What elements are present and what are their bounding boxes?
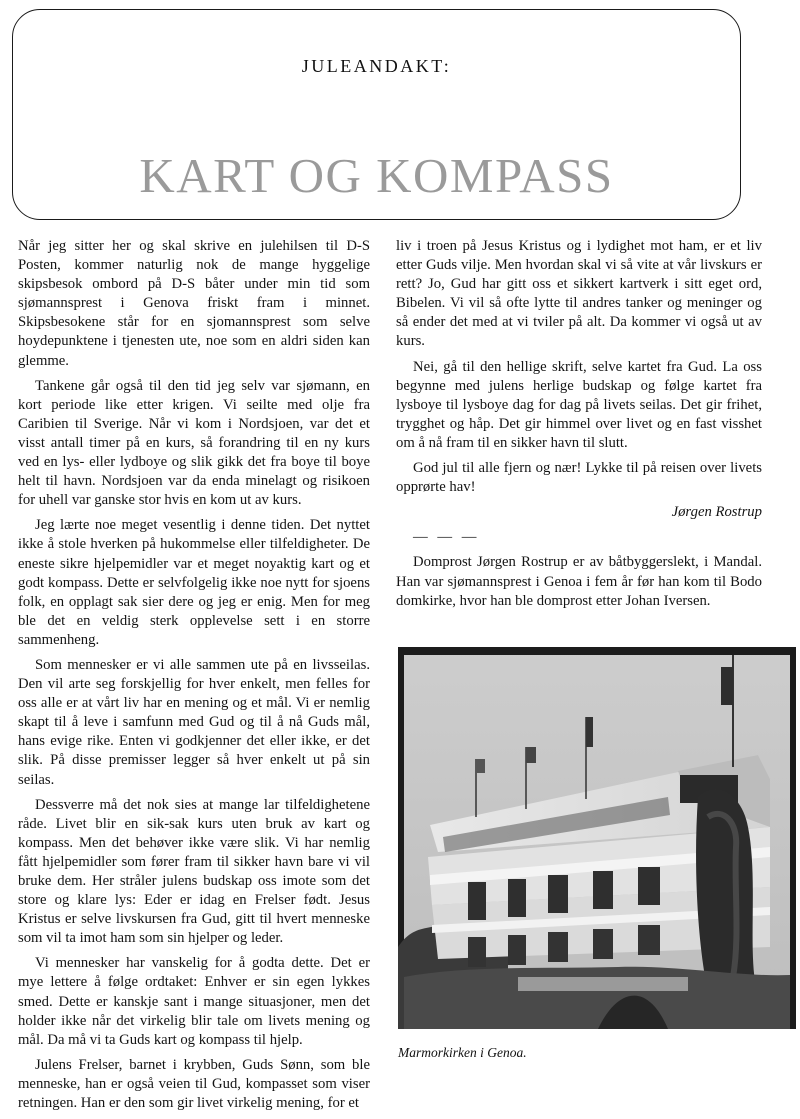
author-bio: Domprost Jørgen Rostrup er av båtbyggerslekt, i Mandal. Han var sjømannsprest i Genoa i fem år før han kom til Bodo domkirke, hvor han ble domprost etter Johan Iversen. [396,554,762,609]
building-illustration [398,647,796,1029]
paragraph-1: Når jeg sitter her og skal skrive en julehilsen til D-S Posten, kommer naturlig nok de mange hyggelige skipsbesok ombord på D-S båter under min tid som sjømannsprest i Genova friskt fram i minnet. Skipsbesokene står for en sjomannsprest som selve hoydepunktene i tjenesten ute, noe som en aldri siden kan glemme. [18,238,370,369]
paragraph-9: God jul til alle fjern og nær! Lykke til på reisen over livets opprørte hav! [396,460,762,496]
photo-caption: Marmorkirken i Genoa. [398,1045,527,1060]
church-photo [398,647,796,1029]
paragraph-8: Nei, gå til den hellige skrift, selve kartet fra Gud. La oss begynne med julens herlige budskap og følge kartet fra lysboye til lysboye dag for dag på livets seilas. Det gir frihet, trygghet og håp. Det gir himmel over livet og en fast visshet om å nå fram til en sikker havn til slutt. [396,358,762,451]
paragraph-5: Dessverre må det nok sies at mange lar tilfeldighetene råde. Livet blir en sik-sak kurs uten bruk av kart og kompass. Men det behøver ikke være slik. Vi har nemlig fått hjelpemidler som fører fram til sikker havn bare vi vil bruke dem. Her stråler julens budskap oss imote som det store og klare lys: Eder er idag en Frelser født. Jesus Kristus er selve livskursen fra Gud, gitt til hvert menneske som vil ta imot ham som sin hjelper og leder. [18,796,370,947]
paragraph-2: Tankene går også til den tid jeg selv var sjømann, en kort periode like etter krigen. Vi seilte med olje fra Caribien til Sverige. Når vi kom i Nordsjoen, var det et visst antall timer på en kurs, så forandring til en ny kurs ved en lys- eller lydboye og slik gikk det fra boye til boye helt til havn. Nordsjoen var da enda minelagt og risikoen for uhell var ganske stor hvis en kom ut av kurs. [18,377,370,509]
author-signature: Jørgen Rostrup [671,504,762,521]
section-kicker: JULEANDAKT: [301,56,452,76]
paragraph-continued: liv i troen på Jesus Kristus og i lydighet mot ham, er et liv etter Guds vilje. Men hvordan skal vi så vite at vår livskurs er rett? Jo, Gud har gitt oss et sikkert kartverk i sitt eget ord, Bibelen. Vi vil så ofte lytte til andres tanker og meninger og så ender det med at vi tviler på alt. Da kommer vi også ut av kurs. [396,238,762,350]
separator-dashes: — — — [413,529,480,546]
paragraph-4: Som mennesker er vi alle sammen ute på en livsseilas. Den vil arte seg forskjellig for hver enkelt, men felles for oss alle er at vårt liv har en mening og et mål. Vi er nemlig skapt til å leve i samfunn med Gud og til å nå Guds mål, hans evige rike. Enten vi godkjenner det eller ikke, er det slik. På disse premisser legger så hver enkelt ut på sin seilas. [18,656,370,788]
title-frame [12,9,741,220]
paragraph-6: Vi mennesker har vanskelig for å godta dette. Det er mye lettere å følge ordtaket: Enhver er sin egen lykkes smed. Dette er kanskje sant i mange situasjoner, men det holder ikke når det virkelig blir tale om livets mening og mål. Da må vi ta Guds kart og kompass til hjelp. [18,955,370,1048]
right-column [396,237,762,617]
paragraph-3: Jeg lærte noe meget vesentlig i denne tiden. Det nyttet ikke å stole hverken på hukommelse eller tilfeldigheter. De eneste sikre hjelpemidler var et meget noyaktig kart og et godt kompass. Dette er selvfolgelig ikke noe nytt for sjoens folk, en opplagt sak sier dere og jeg er enig. Men for meg ble det en veldig sterk opplevelse sett i en storre sammenheng. [18,517,370,648]
paragraph-7: Julens Frelser, barnet i krybben, Guds Sønn, som ble menneske, han er også veien til Gud, kompasset som viser retningen. Han er den som gir livet virkelig mening, for et [18,1056,370,1112]
article-title: KART OG KOMPASS [139,147,614,203]
left-column [18,237,370,1119]
